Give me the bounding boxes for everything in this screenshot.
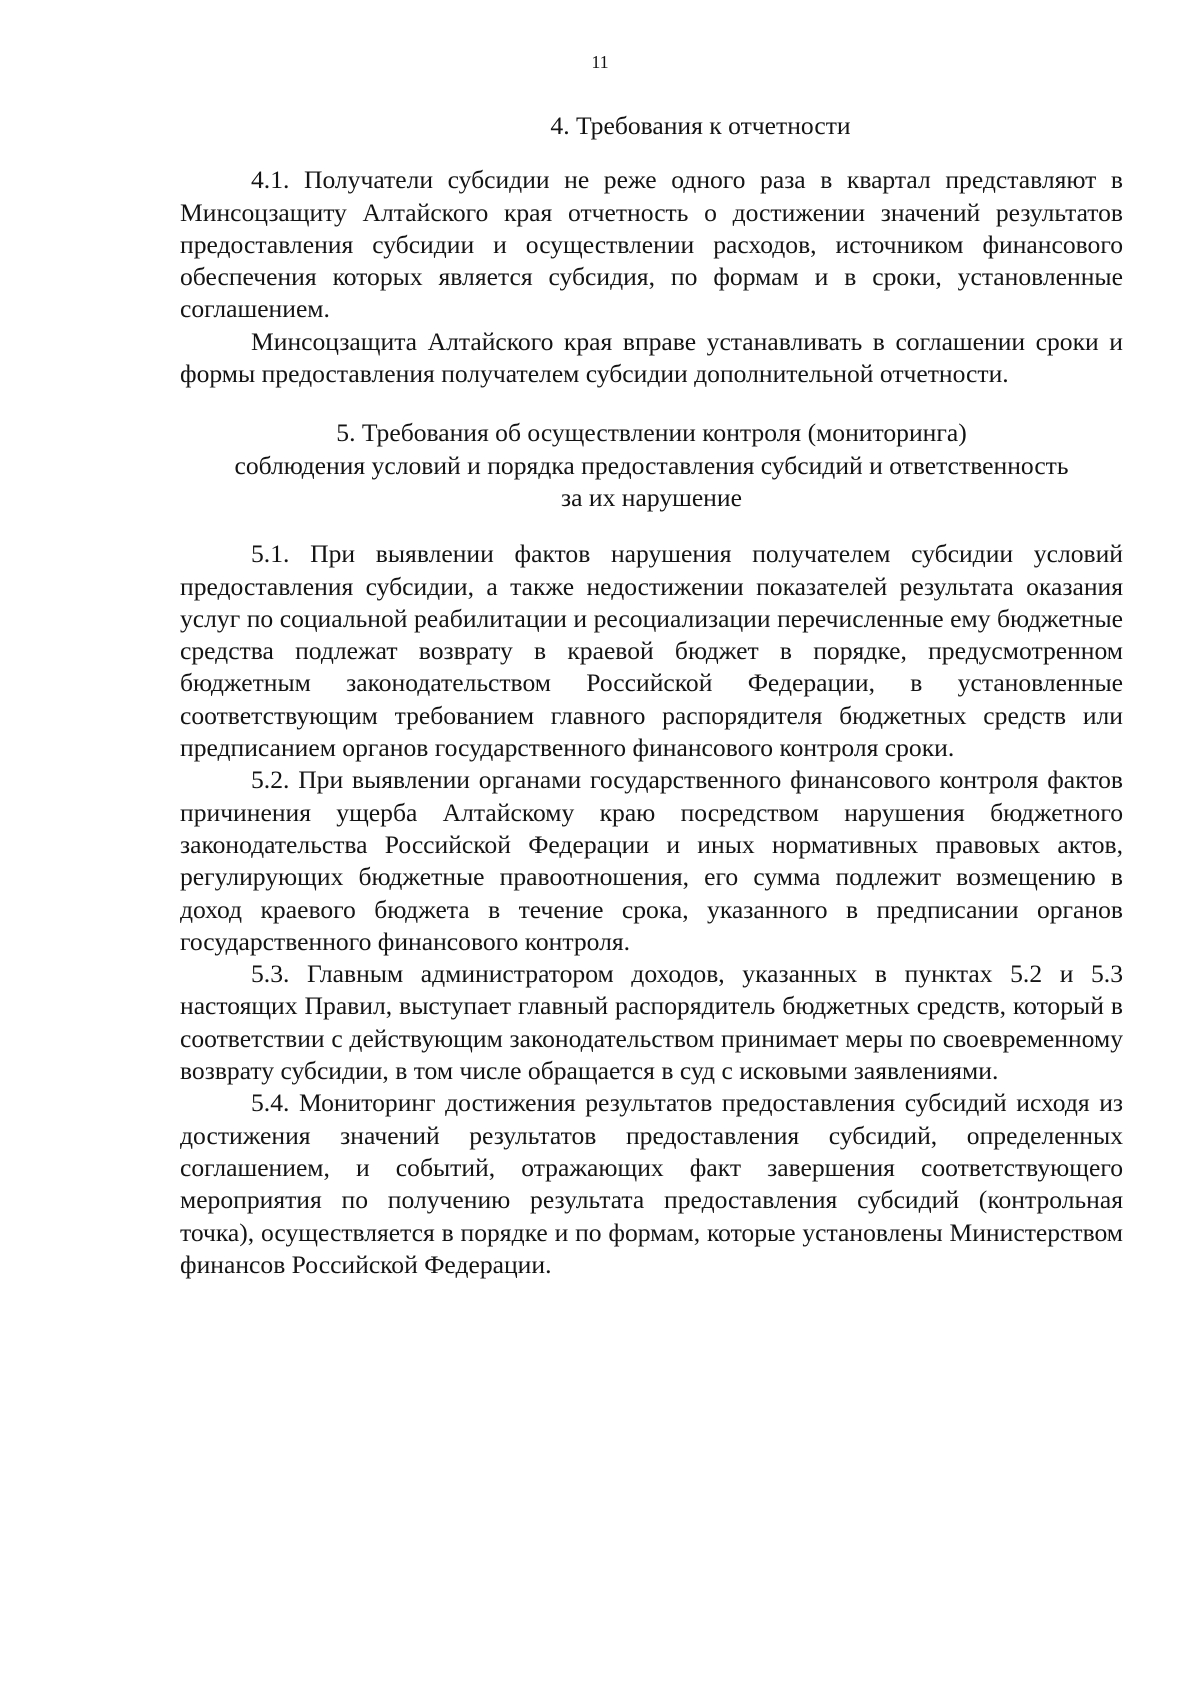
- document-body: [180, 110, 1123, 1281]
- paragraph-5-1: 5.1. При выявлении фактов нарушения получателем субсидии условий предоставления субсидии, а также недостижении показателей результата оказания услуг по социальной реабилитации и ресоциализации перечисленные ему бюджетные средства подлежат возврату в краевой бюджет в порядке, предусмотренном бюджетным законодательством Российской Федерации, в установленные соответствующим требованием главного распорядителя бюджетных средств или предписанием органов государственного финансового контроля сроки.: [180, 539, 1123, 763]
- section-5-title: [180, 417, 1123, 514]
- paragraph-5-3: 5.3. Главным администратором доходов, указанных в пунктах 5.2 и 5.3 настоящих Правил, выступает главный распорядитель бюджетных средств, который в соответствии с действующим законодательством принимает меры по своевременному возврату субсидии, в том числе обращается в суд с исковыми заявлениями.: [180, 959, 1123, 1086]
- paragraph-5-4: 5.4. Мониторинг достижения результатов предоставления субсидий исходя из достижения значений результатов предоставления субсидий, определенных соглашением, и событий, отражающих факт завершения соответствующего мероприятия по получению результата предоставления субсидий (контрольная точка), осуществляется в порядке и по формам, которые установлены Министерством финансов Российской Федерации.: [180, 1088, 1123, 1279]
- page-number: 11: [591, 52, 609, 72]
- paragraph-4-1-addendum: Минсоцзащита Алтайского края вправе устанавливать в соглашении сроки и формы предоставления получателем субсидии дополнительной отчетности.: [180, 326, 1123, 389]
- section-5-title-line-3: за их нарушение: [561, 482, 742, 512]
- section-5-title-line-1: 5. Требования об осуществлении контроля (мониторинга): [336, 418, 967, 448]
- section-5-title-line-2: соблюдения условий и порядка предоставления субсидий и ответственность: [234, 450, 1069, 480]
- section-4-title-text: 4. Требования к отчетности: [550, 111, 851, 140]
- paragraph-4-1: 4.1. Получатели субсидии не реже одного раза в квартал представляют в Минсоцзащиту Алтайского края отчетность о достижении значений результатов предоставления субсидии и осуществлении расходов, источником финансового обеспечения которых является субсидия, по формам и в сроки, установленные соглашением.: [180, 165, 1123, 324]
- paragraph-5-2: 5.2. При выявлении органами государственного финансового контроля фактов причинения ущерба Алтайскому краю посредством нарушения бюджетного законодательства Российской Федерации и иных нормативных правовых актов, регулирующих бюджетные правоотношения, его сумма подлежит возмещению в доход краевого бюджета в течение срока, указанного в предписании органов государственного финансового контроля.: [180, 765, 1123, 956]
- section-4-title: [180, 110, 1123, 142]
